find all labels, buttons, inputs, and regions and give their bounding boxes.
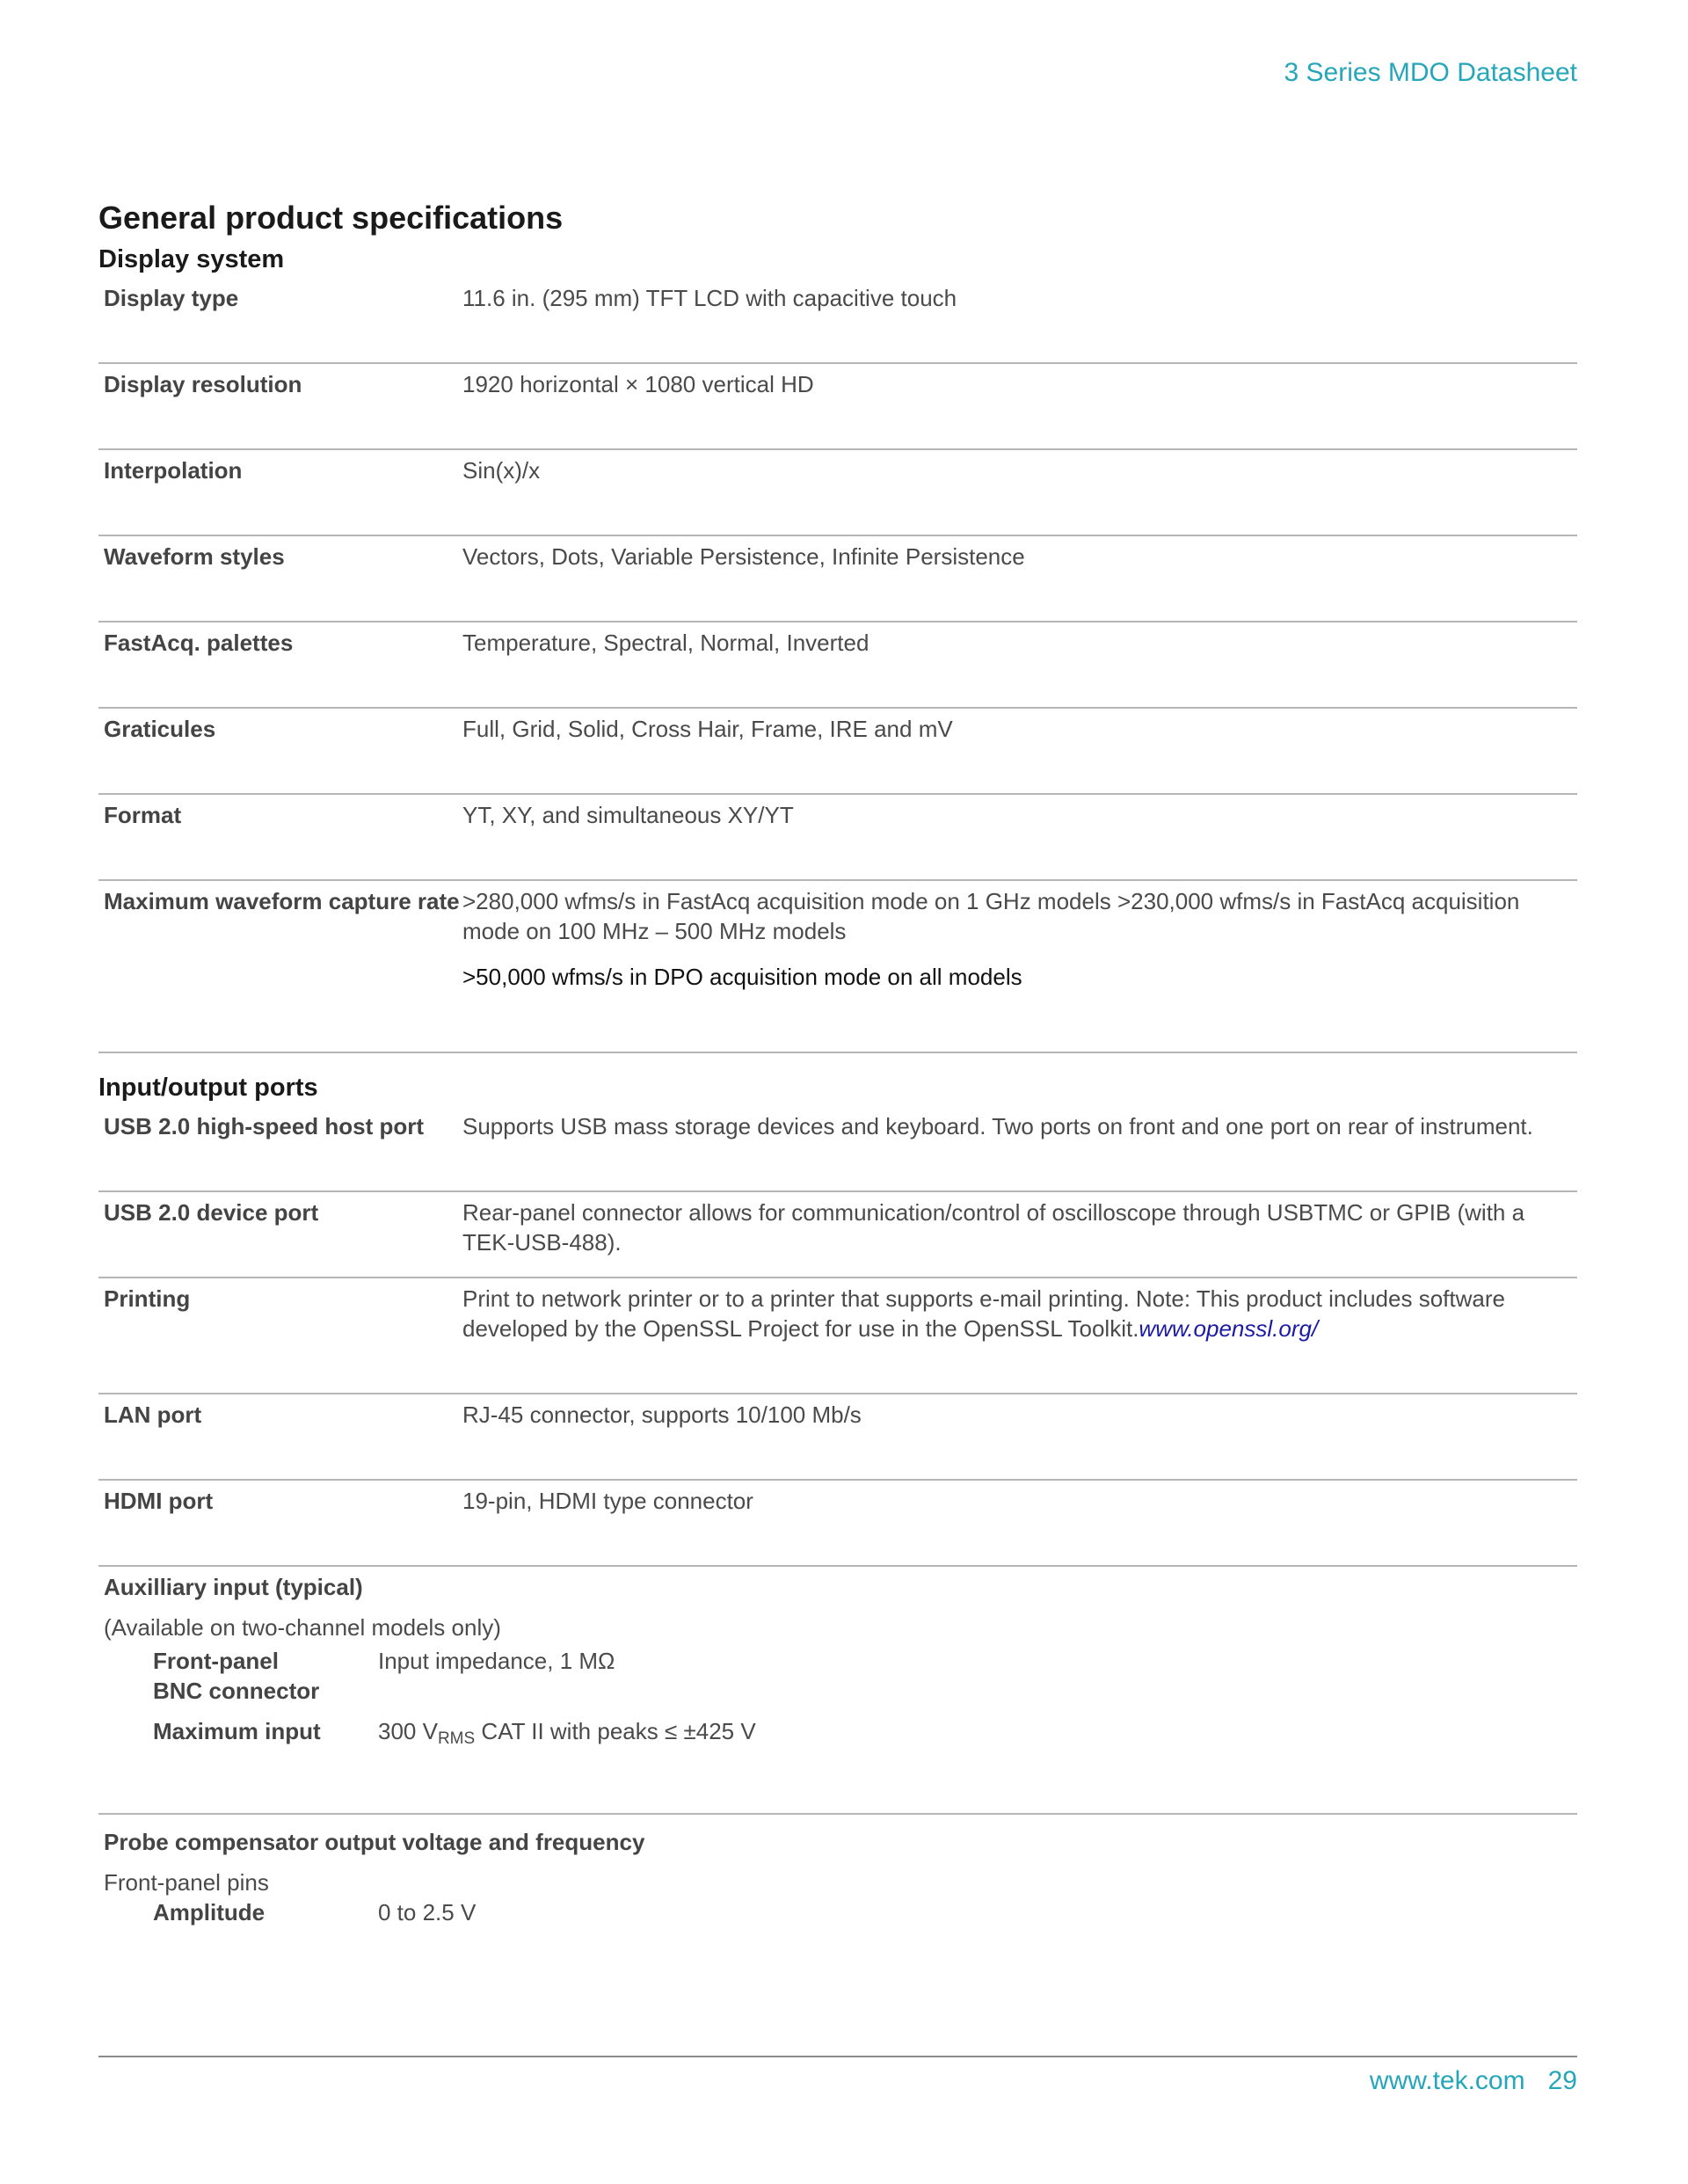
spec-value-text: Print to network printer or to a printer that supports e-mail printing. Note: This product includes software developed by the OpenSSL Project for use in the OpenSSL Toolkit. [462,1285,1505,1342]
aux-input-note: (Available on two-channel models only) [104,1614,501,1641]
page-title: General product specifications [98,200,564,236]
spec-label: Printing [104,1285,191,1312]
probe-comp-note: Front-panel pins [104,1869,269,1896]
section-heading-display-system: Display system [98,245,285,273]
spec-row [98,536,1577,622]
section-heading-io-ports: Input/output ports [98,1074,318,1102]
aux-bnc-row [104,1646,1572,1706]
aux-bnc-value: Input impedance, 1 MΩ [378,1648,615,1674]
spec-label: Format [104,802,182,828]
spec-value: Temperature, Spectral, Normal, Inverted [462,630,869,656]
spec-label: FastAcq. palettes [104,630,294,656]
spec-row [98,364,1577,450]
spec-value: Vectors, Dots, Variable Persistence, Infinite Persistence [462,543,1025,570]
spec-content [98,195,1577,1927]
spec-row [98,450,1577,536]
spec-label: USB 2.0 high-speed host port [104,1113,425,1139]
aux-max-value-post: CAT II with peaks ≤ ±425 V [475,1718,756,1744]
spec-value: Supports USB mass storage devices and keyboard. Two ports on front and one port on rear of instrument. [462,1113,1533,1139]
spec-row [98,709,1577,795]
footer-site-link[interactable]: www.tek.com [1369,2066,1525,2095]
spec-label: Display type [104,285,239,311]
probe-amp-label: Amplitude [153,1899,266,1926]
spec-value-line: >50,000 wfms/s in DPO acquisition mode on all models [462,964,1022,990]
spec-label: USB 2.0 device port [104,1199,319,1226]
spec-row [98,795,1577,881]
footer [1370,2066,1577,2096]
spec-row [98,1192,1577,1278]
spec-label: Interpolation [104,457,243,484]
spec-label: HDMI port [104,1488,214,1514]
footer-divider [98,2056,1577,2057]
probe-comp-title: Probe compensator output voltage and frequency [104,1829,645,1855]
spec-value: Full, Grid, Solid, Cross Hair, Frame, IRE and mV [462,716,953,742]
aux-max-label: Maximum input [153,1718,321,1744]
spec-row [98,1481,1577,1567]
spec-value: RJ-45 connector, supports 10/100 Mb/s [462,1401,862,1428]
spec-row [98,278,1577,364]
spec-label: Graticules [104,716,216,742]
spec-value: 1920 horizontal × 1080 vertical HD [462,371,814,397]
spec-value: YT, XY, and simultaneous XY/YT [462,802,794,828]
spec-row [98,1394,1577,1481]
spec-row [98,622,1577,709]
aux-max-value [378,1716,756,1746]
openssl-link[interactable]: www.openssl.org/ [1139,1315,1319,1342]
spec-label: Display resolution [104,371,302,397]
aux-max-value-pre: 300 V [378,1718,438,1744]
aux-max-row [104,1716,1572,1746]
probe-amp-row [104,1897,1572,1927]
spec-value [462,886,1572,1052]
spec-row [98,1106,1577,1192]
aux-input-block [98,1567,1577,1815]
header-title: 3 Series MDO Datasheet [1284,58,1577,87]
spec-value [462,1284,1572,1393]
spec-row [98,881,1577,1053]
aux-input-title: Auxilliary input (typical) [104,1574,363,1600]
spec-label: Waveform styles [104,543,285,570]
spec-label: LAN port [104,1401,202,1428]
aux-max-value-sub: RMS [437,1729,476,1748]
aux-bnc-label: Front-panel BNC connector [153,1648,320,1704]
spec-value-line: >280,000 wfms/s in FastAcq acquisition mode on 1 GHz models >230,000 wfms/s in FastAcq acquisition mode on 100 MHz – 500 MHz models [462,888,1520,944]
spec-value: 11.6 in. (295 mm) TFT LCD with capacitive touch [462,285,957,311]
spec-value: 19-pin, HDMI type connector [462,1488,753,1514]
page-number: 29 [1547,2066,1577,2095]
probe-amp-value: 0 to 2.5 V [378,1899,477,1926]
spec-value: Sin(x)/x [462,457,541,484]
spec-row [98,1278,1577,1394]
spec-value: Rear-panel connector allows for communication/control of oscilloscope through USBTMC or GPIB (with a TEK-USB-488). [462,1199,1525,1256]
spec-label: Maximum waveform capture rate [104,888,460,914]
probe-comp-block [98,1815,1577,1927]
